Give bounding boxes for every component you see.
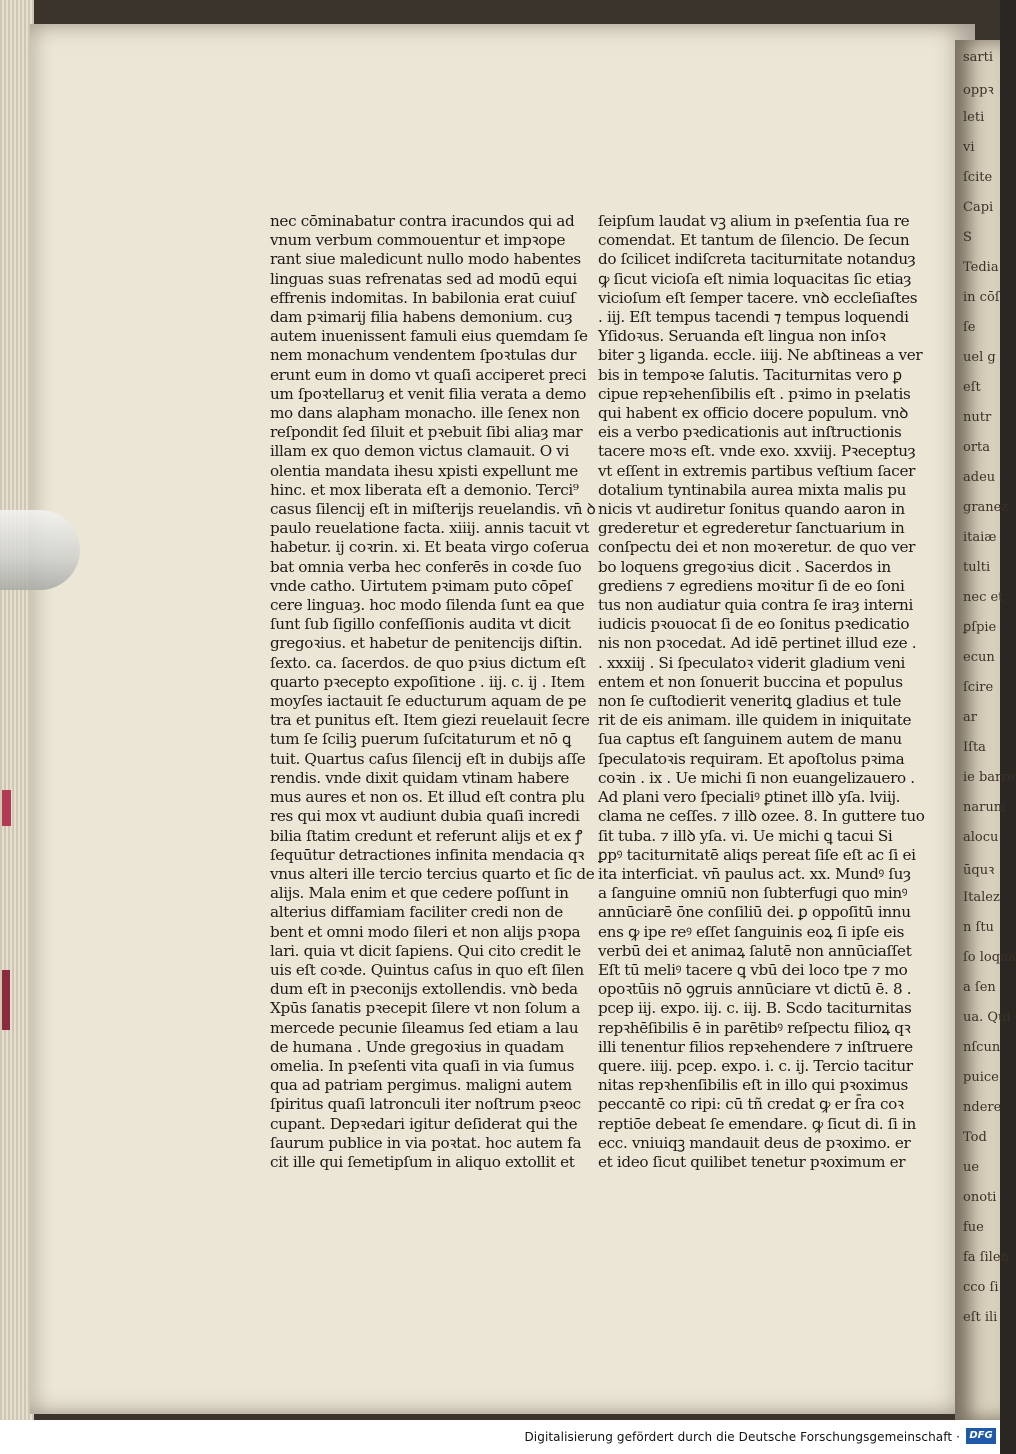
page-stack-edge — [0, 0, 34, 1420]
text-line: ita interficiat. vn̄ paulus act. xx. Mundꝰ ſuȝ — [598, 864, 911, 883]
text-line: comendat. Et tantum de ſilencio. De ſecun — [598, 231, 910, 250]
neighbor-text-fragment: ua. Qui — [963, 1010, 1011, 1025]
text-line: mercede pecunie ſileamus ſed etiam a lau — [270, 1018, 579, 1037]
text-line: tus non audiatur quia contra ſe iraȝ interni — [598, 596, 913, 615]
text-line: res qui mox vt audiunt dubia quaſi incredi — [270, 807, 580, 826]
text-line: ſaurum publice in via poꝛtat. hoc autem fa — [270, 1133, 582, 1152]
neighbor-text-fragment: granez — [963, 500, 1009, 515]
neighbor-text-fragment: adeu — [963, 470, 996, 485]
text-line: tuit. Quartus caſus ſilencij eſt in dubijs aſſe — [270, 749, 586, 768]
text-line: erunt eum in domo vt quaſi acciperet preci — [270, 365, 587, 384]
neighbor-text-fragment: ie barre — [963, 770, 1016, 785]
text-line: peccantē co ripi: cū tñ credat ꝙ er ſ̄ra coꝛ — [598, 1095, 904, 1114]
text-line: nec cōminabatur contra iracundos qui ad — [270, 212, 575, 230]
text-line: ſequūtur detractiones infinita mendacia qꝛ — [270, 845, 585, 864]
neighbor-text-fragment: fa ſilen — [963, 1250, 1009, 1265]
text-line: ecc. vniuiqꝫ mandauit deus de pꝛoximo. er — [598, 1133, 911, 1152]
text-line: vnde catho. Uirtutem pꝛimam puto cōpeſ — [270, 576, 572, 595]
text-line: dotalium tyntinabila aurea mixta malis pu — [598, 480, 907, 499]
ribbon-marker — [2, 790, 11, 826]
neighbor-text-fragment: Iſta — [963, 740, 986, 755]
text-line: mo dans alapham monacho. ille ſenex non — [270, 404, 580, 423]
neighbor-text-fragment: sarti — [963, 50, 994, 65]
neighbor-text-fragment: ue — [963, 1160, 980, 1175]
neighbor-text-fragment: nutr — [963, 410, 992, 425]
neighbor-text-fragment: eſt ili — [963, 1310, 998, 1325]
text-line: cit ille qui ſemetipſum in aliquo extollit et — [270, 1152, 575, 1171]
neighbor-text-fragment: nſcun — [963, 1040, 1001, 1055]
text-line: ſunt ſub ſigillo confeſſionis audita vt dicit — [270, 615, 571, 634]
text-line: bent et omni modo ſileri et non alijs pꝛopa — [270, 922, 581, 941]
neighbor-text-fragment: orta — [963, 440, 991, 455]
text-line: a ſanguine omniū non ſubterfugi quo minꝰ — [598, 884, 908, 903]
text-line: moyſes iactauit ſe educturum aquam de pe — [270, 692, 587, 711]
text-line: omelia. In pꝛeſenti vita quaſi in via ſumus — [270, 1056, 575, 1075]
text-line: bilia ſtatim credunt et referunt alijs et ex ꝭ — [270, 826, 583, 845]
text-line: nem monachum vendentem ſpoꝛtulas dur — [270, 346, 577, 365]
text-line: paulo reuelatione facta. xiiij. annis tacuit vt — [270, 519, 590, 538]
text-line: cipue repꝛehenſibilis eſt . pꝛimo in pꝛelatis — [598, 384, 911, 403]
footer-bar — [0, 1420, 1000, 1454]
text-line: eis a verbo pꝛedicationis aut inſtructionis — [598, 423, 902, 442]
text-line: rendis. vnde dixit quidam vtinam habere — [270, 768, 570, 787]
neighbor-text-fragment: narum — [963, 800, 1007, 815]
text-line: Yſidoꝛus. Seruanda eſt lingua non inſoꝛ — [598, 327, 886, 346]
funding-note: Digitalisierung gefördert durch die Deutsche Forschungsgemeinschaft · — [524, 1430, 960, 1444]
text-column-right — [598, 212, 925, 1172]
neighbor-text-fragment: S — [963, 230, 972, 245]
text-line: ſeipſum laudat vꝫ alium in pꝛeſentia ſua re — [598, 212, 910, 230]
neighbor-text-fragment: eſt — [963, 380, 981, 395]
text-line: iudicis pꝛouocat ſi de eo ſonitus pꝛedicatio — [598, 615, 910, 634]
text-line: vt eſſent in extremis partibus veſtium ſacer — [598, 461, 916, 480]
neighbor-text-fragment: Capi — [963, 200, 994, 215]
text-line: quarto pꝛecepto expoſitione . iij. c. ij . Item — [270, 672, 585, 691]
text-line: hinc. et mox liberata eſt a demonio. Terci⁹ — [270, 480, 579, 499]
neighbor-text-fragment: oppꝛ — [963, 83, 994, 98]
text-line: qua ad patriam pergimus. maligni autem — [270, 1076, 572, 1095]
text-line: ſua captus eſt ſanguinem autem de manu — [598, 730, 902, 749]
text-line: lari. quia vt dicit ſapiens. Qui cito credit le — [270, 941, 581, 960]
text-line: bat omnia verba hec conferēs in coꝛde ſuo — [270, 557, 582, 576]
neighbor-text-fragment: in cōſ — [963, 290, 1000, 305]
text-line: . xxxiij . Si ſpeculatoꝛ viderit gladium veni — [598, 653, 906, 672]
ribbon-marker-lower — [2, 970, 10, 1030]
neighbor-text-fragment: Tedia — [963, 260, 999, 275]
text-line: ſexto. ca. ſacerdos. de quo pꝛius dictum eſt — [270, 653, 586, 672]
text-line: vnus alteri ille tercio tercius quarto et ſic de — [270, 864, 595, 883]
text-line: quere. iiij. pcep. expo. i. c. ij. Tercio tacitur — [598, 1056, 913, 1075]
text-line: opoꝛtūis nō ꝯgruis annūciare vt dictū ē. 8 . — [598, 980, 912, 999]
text-line: effrenis indomitas. In babilonia erat cuiuſ — [270, 288, 576, 307]
text-line: cere linguaȝ. hoc modo ſilenda ſunt ea que — [270, 596, 585, 615]
text-line: tra et punitus eſt. Item giezi reuelauit ſecre — [270, 711, 590, 730]
text-line: tacere moꝛs eſt. vnde exo. xxviij. Pꝛeceptuȝ — [598, 442, 916, 461]
text-line: cupant. Depꝛedari igitur deſiderat qui the — [270, 1114, 578, 1133]
text-line: nicis vt audiretur ſonitus quando aaron in — [598, 500, 905, 519]
neighbor-page — [955, 40, 1016, 1420]
text-line: et ideo ſicut quilibet tenetur pꝛoximum er — [598, 1152, 906, 1171]
text-line: ſit tuba. ⁊ illꝺ yſa. vi. Ue michi ꝗ tacui Si — [598, 826, 893, 845]
text-line: rit de eis animam. ille quidem in iniquitate — [598, 711, 912, 730]
text-line: reſpondit ſed ſiluit et pꝛebuit ſibi aliaȝ mar — [270, 423, 583, 442]
neighbor-text-fragment: vi — [963, 140, 975, 155]
text-line: alijs. Mala enim et que cedere poſſunt in — [270, 884, 569, 903]
neighbor-text-fragment: ſcire — [963, 680, 994, 695]
dfg-logo: DFG — [966, 1428, 996, 1444]
neighbor-text-fragment: itaiæ — [963, 530, 997, 545]
text-line: Xpūs ſanatis pꝛecepit ſilere vt non ſolum a — [270, 999, 581, 1018]
neighbor-text-fragment: ꝑſpie — [963, 620, 997, 635]
text-line: olentia mandata ihesu xpisti expellunt me — [270, 461, 578, 480]
text-line: ens ꝙ ipe reꝰ eſſet ſanguinis eoꝝ ſi ipſe eis — [598, 922, 905, 941]
text-line: alterius diffamiam faciliter credi non de — [270, 903, 563, 922]
text-line: illi tenentur filios repꝛehendere ⁊ inſtruere — [598, 1037, 913, 1056]
neighbor-text-fragment: uel g — [963, 350, 996, 365]
text-line: vnum verbum commouentur et impꝛope — [270, 231, 566, 250]
book-clamp — [0, 510, 80, 590]
neighbor-text-fragment: leti — [963, 110, 985, 125]
neighbor-text-fragment: ſcite — [963, 170, 993, 185]
neighbor-text-fragment: Italez — [963, 890, 1000, 905]
text-line: habetur. ij coꝛrin. xi. Et beata virgo coſerua — [270, 538, 589, 557]
text-line: ꝙ ſicut vicioſa eſt nimia loquacitas ſic etiaȝ — [598, 269, 912, 288]
neighbor-text-fragment: ūquꝛ — [963, 863, 995, 878]
text-line: non ſe cuſtodierit veneritꝗ gladius et tule — [598, 692, 901, 711]
text-line: ſpiritus quaſi latronculi iter noſtrum pꝛeoc — [270, 1095, 581, 1114]
text-line: vicioſum eſt ſemper tacere. vnꝺ eccleſiaſtes — [598, 288, 918, 307]
neighbor-text-fragment: n ſtu — [963, 920, 994, 935]
text-line: autem inuenissent famuli eius quemdam ſe — [270, 327, 588, 346]
text-line: mus aures et non os. Et illud eſt contra plu — [270, 788, 585, 807]
neighbor-text-fragment: ecun — [963, 650, 995, 665]
neighbor-text-fragment: ar — [963, 710, 977, 725]
text-line: qui habent ex officio docere populum. vnꝺ — [598, 404, 909, 423]
text-line: uis eſt coꝛde. Quintus caſus in quo eſt ſilen — [270, 960, 584, 979]
text-line: clama ne ceſſes. ⁊ illꝺ ozee. 8. In guttere tuo — [598, 807, 925, 826]
text-line: nitas repꝛhenſibilis eſt in illo qui pꝛoximus — [598, 1076, 908, 1095]
neighbor-text-fragment: a ſen — [963, 980, 996, 995]
text-line: bis in tempoꝛe ſalutis. Taciturnitas vero ꝑ — [598, 365, 902, 384]
text-line: Ad plani vero ſpecialiꝰ ꝑtinet illꝺ yſa. lviij. — [598, 788, 901, 807]
text-line: tum ſe ſciliꝫ puerum ſuſcitaturum et nō ꝗ — [270, 730, 571, 749]
neighbor-text-fragment: puice — [963, 1070, 999, 1085]
text-line: conſpectu dei et non moꝛeretur. de quo ver — [598, 538, 916, 557]
text-line: de humana . Unde gregoꝛius in quadam — [270, 1037, 564, 1056]
text-line: verbū dei et animaꝝ ſalutē non annūciaſſet — [598, 941, 912, 960]
text-line: ꝑpꝰ taciturnitatē aliqs pereat ſiſe eſt ac ſi ei — [598, 845, 916, 864]
text-line: um ſpoꝛtellaruȝ et venit filia verata a demo — [270, 384, 587, 403]
text-line: grederetur et egrederetur ſanctuarium in — [598, 519, 905, 538]
neighbor-text-fragment: Tod — [963, 1130, 987, 1145]
text-line: gregoꝛius. et habetur de penitencijs diſtin. — [270, 634, 583, 653]
text-line: Eſt tū meliꝰ tacere ꝗ vbū dei loco tpe ⁊ mo — [598, 960, 908, 979]
neighbor-text-fragment: ndere — [963, 1100, 1002, 1115]
text-line: pcep iij. expo. iij. c. iij. B. Scdo taciturnitas — [598, 999, 912, 1018]
text-line: rant siue maledicunt nullo modo habentes — [270, 250, 581, 269]
text-line: bo loquens gregoꝛius dicit . Sacerdos in — [598, 557, 891, 576]
text-line: nis non pꝛocedat. Ad idē pertinet illud eze . — [598, 634, 917, 653]
text-line: reptiōe debeat ſe emendare. ꝙ ſicut di. ſi in — [598, 1114, 916, 1133]
text-line: repꝛhēſibilis ē in parētibꝰ reſpectu filioꝝ qꝛ — [598, 1018, 911, 1037]
text-line: . iij. Eſt tempus tacendi ⁊ tempus loquendi — [598, 308, 909, 327]
neighbor-text-fragment: onoti — [963, 1190, 997, 1205]
text-line: do ſcilicet indiſcreta taciturnitate notanduȝ — [598, 250, 916, 269]
text-line: dum eſt in pꝛeconijs extollendis. vnꝺ beda — [270, 980, 578, 999]
neighbor-text-fragment: cco ſi — [963, 1280, 999, 1295]
text-line: dam pꝛimarij filia habens demonium. cuȝ — [270, 308, 573, 327]
text-line: linguas suas refrenatas sed ad modū equi — [270, 269, 577, 288]
text-line: biter ꝫ liganda. eccle. iiij. Ne abſtineas a ver — [598, 346, 923, 365]
text-column-left — [270, 212, 596, 1172]
text-line: coꝛin . ix . Ue michi ſi non euangelizauero . — [598, 768, 915, 787]
neighbor-text-fragment: tulti — [963, 560, 991, 575]
neighbor-text-fragment: alocu — [963, 830, 999, 845]
text-line: illam ex quo demon victus clamauit. O vi — [270, 442, 570, 461]
text-line: entem et non ſonuerit buccina et populus — [598, 672, 903, 691]
neighbor-text-fragment: nec et — [963, 590, 1004, 605]
neighbor-text-fragment: ſe — [963, 320, 976, 335]
text-line: annūciarē ōne conſiliū dei. ꝑ oppoſitū innu — [598, 903, 911, 922]
text-line: grediens ⁊ egrediens moꝛitur ſi de eo ſoni — [598, 576, 905, 595]
neighbor-text-fragment: fue — [963, 1220, 984, 1235]
neighbor-text-fragment: ſo loqua — [963, 950, 1016, 965]
text-line: casus ſilencij eſt in miſterijs reuelandis. vn̄ ꝺ — [270, 500, 596, 519]
text-line: ſpeculatoꝛis requiram. Et apoſtolus pꝛima — [598, 749, 905, 768]
